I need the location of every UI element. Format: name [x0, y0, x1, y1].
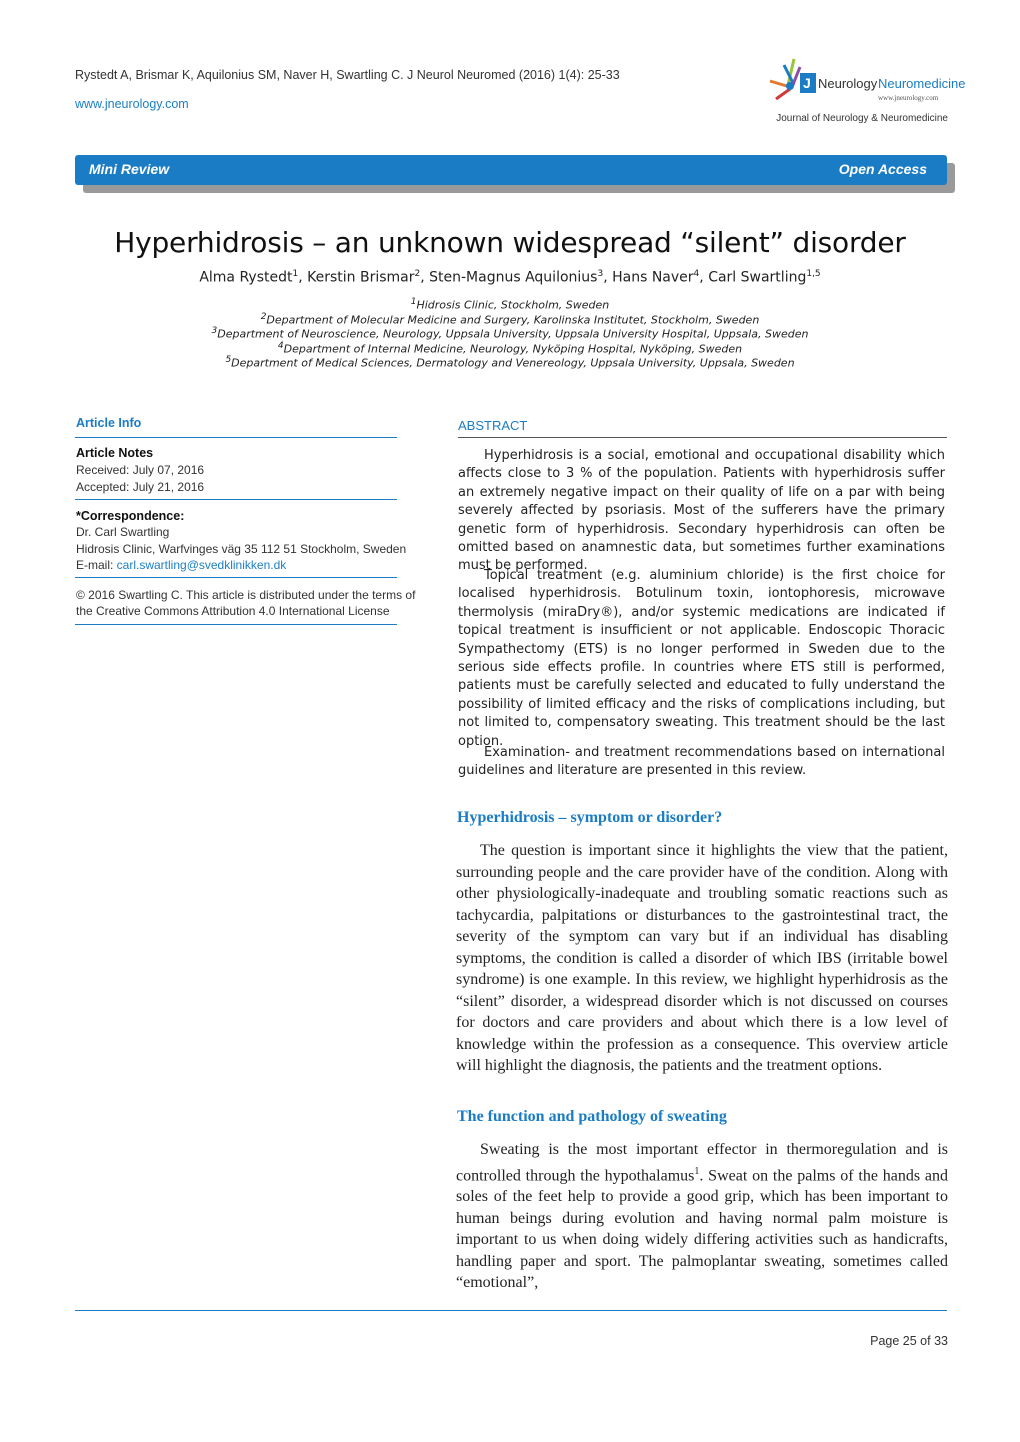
- abstract-heading: ABSTRACT: [458, 418, 528, 433]
- journal-name: Journal of Neurology & Neuromedicine: [776, 113, 948, 124]
- logo-text-neurology: Neurology: [818, 76, 878, 91]
- affiliation-sup: 4: [277, 341, 284, 351]
- author: Kerstin Brismar: [307, 269, 415, 286]
- section-heading: The function and pathology of sweating: [457, 1108, 727, 1125]
- received-date: Received: July 07, 2016: [76, 463, 205, 477]
- article-type-banner: [75, 155, 947, 185]
- affiliation-text: Department of Medical Sciences, Dermatology and Venereology, Uppsala University, Uppsala, Sweden: [231, 356, 795, 370]
- body-paragraph: The question is important since it highlights the view that the patient, surrounding people and the care provider have of the condition. Along with other physiologically-inadequate and troubling somatic reactions such as tachycardia, palpitations or disturbances to the gastrointestinal tract, the severity of the symptom can vary but if an individual has disabling symptoms, the condition is called a disorder of which IBS (irritable bowel syndrome) is one example. In this review, we highlight hyperhidrosis as the “silent” disorder, a widespread disorder which is not discussed on courses for doctors and care providers and about which there is a low level of knowledge within the profession as a consequence. This overview article will highlight the diagnosis, the patients and the treatment options.: [456, 842, 948, 1074]
- affiliation: [0, 341, 1020, 356]
- citation: Rystedt A, Brismar K, Aquilonius SM, Naver H, Swartling C. J Neurol Neuromed (2016) 1(4): 25-33: [75, 68, 620, 82]
- affiliation: [0, 326, 1020, 341]
- reference-marker[interactable]: 1: [694, 1165, 700, 1177]
- author-sup: 2: [414, 269, 421, 279]
- abstract-paragraph: Hyperhidrosis is a social, emotional and occupational disability which affects close to 3 % of the population. Patients with hyperhidrosis suffer an extremely negative impact on their quality of life on a par with being severely affected by psoriasis. Most of the sufferers have the primary genetic form of hyperhidrosis. Secondary hyperhidrosis can often be omitted based on anamnestic data, but sometimes further examinations must be performed.: [458, 448, 945, 574]
- author: Hans Naver: [612, 269, 694, 286]
- affiliation-text: Hidrosis Clinic, Stockholm, Sweden: [416, 298, 610, 312]
- abstract-paragraph: Topical treatment (e.g. aluminium chloride) is the first choice for localised hyperhidrosis. Botulinum toxin, iontophoresis, microwave thermolysis (miraDry®), and/or systemic medications are indicated if topical treatment is insufficient or not applicable. Endoscopic Thoracic Sympathectomy (ETS) is no longer performed in Sweden due to the serious side effects profile. In countries where ETS still is performed, patients must be carefully selected and educated to fully understand the possibility of limited efficacy and the risks of complications including, but not limited to, compensatory sweating. This treatment should be the last option.: [458, 568, 945, 749]
- affiliation-sup: 2: [260, 312, 267, 322]
- body-text: Sweating is the most important effector in thermoregulation and is controlled through the hypothalamus: [456, 1141, 948, 1184]
- footer-divider: [75, 1310, 947, 1311]
- author-sup: 1: [292, 269, 299, 279]
- author: Sten-Magnus Aquilonius: [429, 269, 598, 286]
- author-list: Alma Rystedt$^1$, Kerstin Brismar$^2$, Sten-Magnus Aquilonius$^3$, Hans Naver$^4$, Carl Swartling$^{1,5}$: [199, 269, 821, 286]
- author-sup: 4: [693, 269, 700, 279]
- open-access-label: Open Access: [838, 161, 927, 177]
- divider: [458, 437, 947, 438]
- divider: [75, 577, 397, 578]
- logo-letter: J: [803, 75, 811, 91]
- author-sup: 1,5: [806, 269, 821, 279]
- accepted-date: Accepted: July 21, 2016: [76, 480, 205, 494]
- article-info-heading: Article Info: [76, 416, 142, 430]
- email-link[interactable]: carl.swartling@svedklinikken.dk: [116, 558, 287, 572]
- correspondence-label: *Correspondence:: [76, 509, 185, 523]
- journal-logo: [766, 55, 966, 115]
- affiliation-sup: 1: [410, 297, 417, 307]
- author-sup: 3: [597, 269, 604, 279]
- affiliation-text: Department of Molecular Medicine and Surgery, Karolinska Institutet, Stockholm, Sweden: [266, 313, 760, 327]
- logo-graphic-icon: [766, 55, 966, 115]
- logo-url: www.jneurology.com: [878, 94, 939, 102]
- affiliation-sup: 5: [225, 355, 232, 365]
- affiliation-text: Department of Internal Medicine, Neurology, Nyköping Hospital, Nyköping, Sweden: [283, 342, 743, 356]
- affiliation: [0, 297, 1020, 312]
- divider: [75, 437, 397, 438]
- correspondence-address: Hidrosis Clinic, Warfvinges väg 35 112 51 Stockholm, Sweden: [76, 542, 407, 556]
- logo-text-neuromedicine: Neuromedicine: [878, 76, 966, 91]
- affiliation: [0, 355, 1020, 370]
- abstract-paragraph: Examination- and treatment recommendations based on international guidelines and literature are presented in this review.: [458, 745, 945, 779]
- journal-url-link[interactable]: www.jneurology.com: [75, 97, 189, 111]
- article-notes-label: Article Notes: [76, 446, 154, 460]
- divider: [75, 624, 397, 625]
- affiliation: [0, 312, 1020, 327]
- section-heading: Hyperhidrosis – symptom or disorder?: [457, 809, 723, 826]
- correspondence-name: Dr. Carl Swartling: [76, 525, 170, 539]
- divider: [75, 499, 397, 500]
- body-text: . Sweat on the palms of the hands and soles of the feet help to provide a good grip, which has been important to human beings during evolution and having normal palm moisture is important to us when doing widely differing activities such as handicrafts, handling paper and sport. The palmoplantar sweating, sometimes called “emotional”,: [456, 1166, 949, 1292]
- body-paragraph: [456, 1139, 948, 1294]
- email-label: E-mail:: [76, 558, 117, 572]
- page-number: Page 25 of 33: [870, 1334, 948, 1348]
- correspondence-email: [76, 558, 286, 572]
- article-title: Hyperhidrosis – an unknown widespread “silent” disorder: [114, 226, 906, 259]
- license-line-1: © 2016 Swartling C. This article is distributed under the terms of: [76, 588, 416, 602]
- article-type-label: Mini Review: [89, 161, 170, 177]
- affiliation-sup: 3: [211, 326, 218, 336]
- author: Carl Swartling: [708, 269, 807, 286]
- author: Alma Rystedt: [199, 269, 293, 286]
- license-line-2: the Creative Commons Attribution 4.0 International License: [76, 604, 390, 618]
- affiliation-text: Department of Neuroscience, Neurology, Uppsala University, Uppsala University Hospital, Uppsala, Sweden: [217, 327, 809, 341]
